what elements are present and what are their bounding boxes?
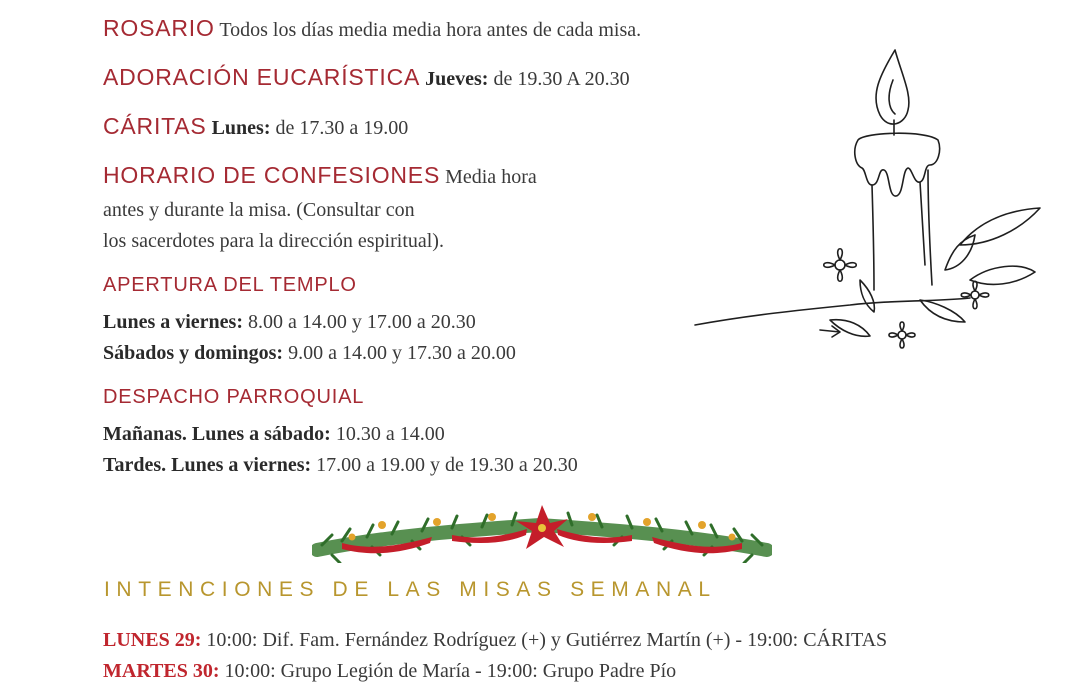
despacho-heading: DESPACHO PARROQUIAL	[103, 386, 365, 408]
despacho-row-2-label: Tardes. Lunes a viernes:	[103, 454, 312, 476]
confesiones-text-2: antes y durante la misa. (Consultar con	[103, 199, 415, 221]
adoracion-heading: ADORACIÓN EUCARÍSTICA	[103, 64, 421, 90]
intencion-text: 10:00: Grupo Legión de María - 19:00: Grupo Padre Pío	[224, 660, 677, 682]
christmas-garland	[312, 495, 772, 563]
rosario-heading: ROSARIO	[103, 15, 215, 41]
rosario-text: Todos los días media media hora antes de cada misa.	[219, 19, 642, 41]
intencion-day: MARTES 30:	[103, 660, 220, 682]
adoracion-text: de 19.30 A 20.30	[493, 68, 630, 90]
confesiones-heading: HORARIO DE CONFESIONES	[103, 162, 441, 188]
apertura-row-2-text: 9.00 a 14.00 y 17.30 a 20.00	[288, 342, 516, 364]
intencion-item	[103, 629, 887, 652]
confesiones-line	[103, 162, 537, 189]
caritas-label: Lunes:	[211, 117, 271, 139]
candle-illustration	[690, 40, 1050, 360]
adoracion-line	[103, 64, 630, 91]
intencion-text: 10:00: Dif. Fam. Fernández Rodríguez (+) y Gutiérrez Martín (+) - 19:00: CÁRITAS	[206, 629, 888, 651]
despacho-row-1	[103, 423, 445, 446]
despacho-row-1-text: 10.30 a 14.00	[335, 423, 445, 445]
rosario-line	[103, 15, 641, 42]
confesiones-text-3: los sacerdotes para la dirección espiritual).	[103, 230, 444, 252]
confesiones-text-1: Media hora	[445, 166, 537, 188]
apertura-row-1	[103, 311, 476, 334]
despacho-row-2	[103, 454, 578, 477]
caritas-heading: CÁRITAS	[103, 113, 207, 139]
intenciones-title: INTENCIONES DE LAS MISAS SEMANAL	[104, 578, 717, 601]
despacho-row-1-label: Mañanas. Lunes a sábado:	[103, 423, 331, 445]
adoracion-label: Jueves:	[425, 68, 489, 90]
caritas-line	[103, 113, 408, 140]
apertura-heading: APERTURA DEL TEMPLO	[103, 274, 357, 296]
apertura-row-2-label: Sábados y domingos:	[103, 342, 284, 364]
apertura-row-1-text: 8.00 a 14.00 y 17.00 a 20.30	[248, 311, 476, 333]
apertura-row-1-label: Lunes a viernes:	[103, 311, 243, 333]
intencion-item	[103, 660, 676, 683]
caritas-text: de 17.30 a 19.00	[275, 117, 409, 139]
apertura-row-2	[103, 342, 516, 365]
despacho-row-2-text: 17.00 a 19.00 y de 19.30 a 20.30	[316, 454, 578, 476]
intencion-day: LUNES 29:	[103, 629, 202, 651]
